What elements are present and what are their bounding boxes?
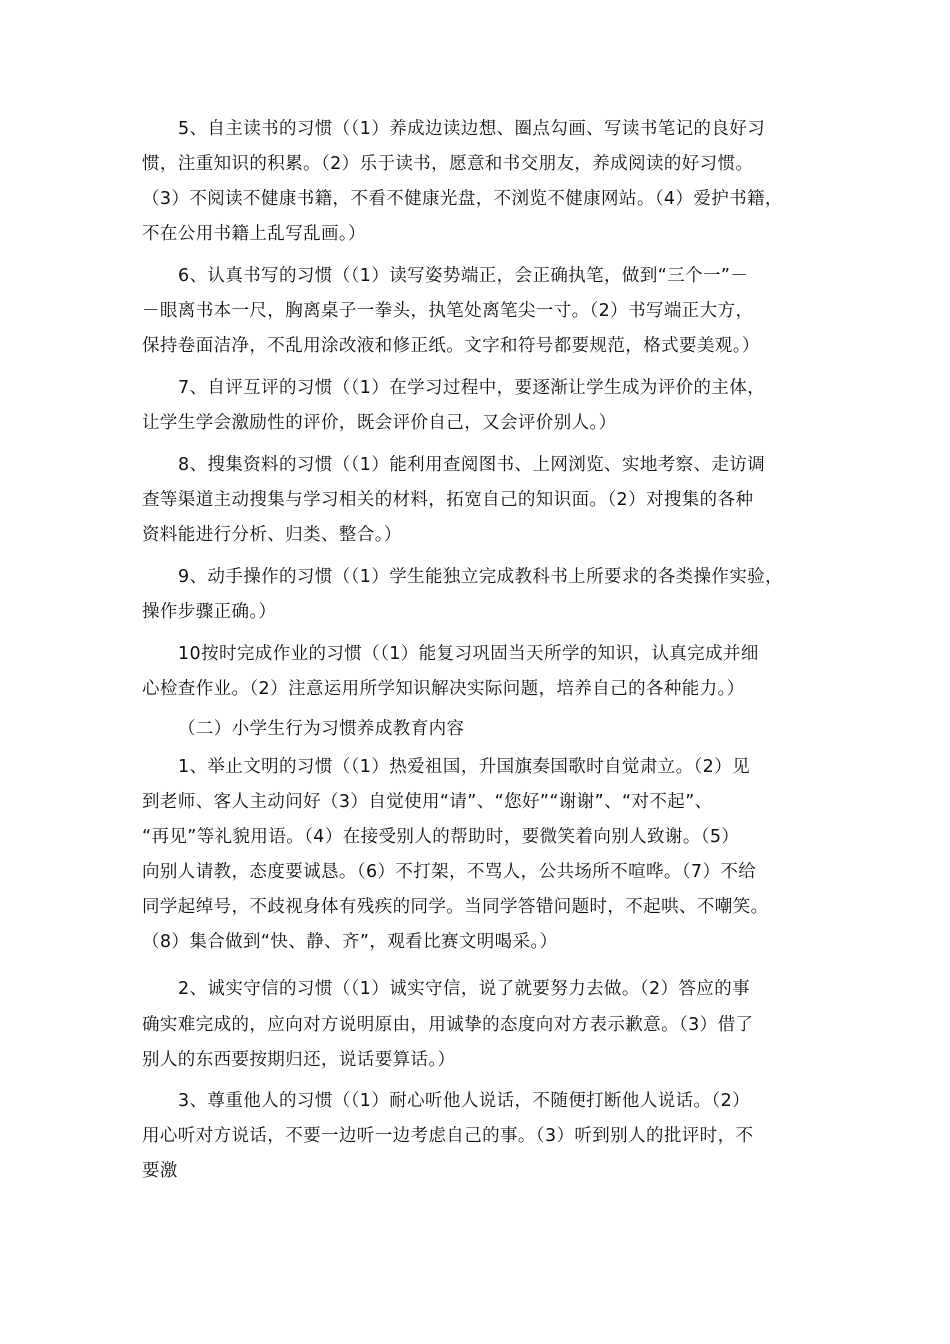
text-line: 让学生学会激励性的评价，既会评价自己，又会评价别人。） xyxy=(142,413,617,433)
text-line: 心检查作业。（2）注意运用所学知识解决实际问题，培养自己的各种能力。） xyxy=(142,679,745,699)
text-line: 7、自评互评的习惯（（1）在学习过程中，要逐渐让学生成为评价的主体， xyxy=(178,378,766,398)
section-heading: （二）小学生行为习惯养成教育内容 xyxy=(178,719,465,739)
text-line: 1、举止文明的习惯（（1）热爱祖国，升国旗奏国歌时自觉肃立。（2）见 xyxy=(178,757,750,777)
text-line: －眼离书本一尺，胸离桌子一拳头，执笔处离笔尖一寸。（2）书写端正大方， xyxy=(142,301,754,321)
text-line: 2、诚实守信的习惯（（1）诚实守信，说了就要努力去做。（2）答应的事 xyxy=(178,979,750,999)
text-line: 同学起绰号，不歧视身体有残疾的同学。当同学答错问题时，不起哄、不嘲笑。 xyxy=(142,897,769,917)
text-line: 用心听对方说话，不要一边听一边考虑自己的事。（3）听到别人的批评时，不 xyxy=(142,1126,754,1146)
text-line: （8）集合做到“快、静、齐”，观看比赛文明喝采。） xyxy=(142,932,558,952)
text-line: “再见”等礼貌用语。（4）在接受别人的帮助时，要微笑着向别人致谢。（5） xyxy=(142,827,740,847)
text-line: 操作步骤正确。） xyxy=(142,602,277,622)
text-line: 确实难完成的，应向对方说明原由，用诚挚的态度向对方表示歉意。（3）借了 xyxy=(142,1015,754,1035)
text-line: 惯，注重知识的积累。（2）乐于读书，愿意和书交朋友，养成阅读的好习惯。 xyxy=(142,154,754,174)
text-line: 资料能进行分析、归类、整合。） xyxy=(142,525,402,545)
text-line: 3、尊重他人的习惯（（1）耐心听他人说话，不随便打断他人说话。（2） xyxy=(178,1091,750,1111)
text-line: 10按时完成作业的习惯（（1）能复习巩固当天所学的知识，认真完成并细 xyxy=(178,644,759,664)
text-line: 查等渠道主动搜集与学习相关的材料，拓宽自己的知识面。（2）对搜集的各种 xyxy=(142,490,754,510)
text-line: （3）不阅读不健康书籍，不看不健康光盘，不浏览不健康网站。（4）爱护书籍， xyxy=(142,189,783,209)
text-line: 向别人请教，态度要诚恳。（6）不打架，不骂人，公共场所不喧哗。（7）不给 xyxy=(142,862,757,882)
text-line: 9、动手操作的习惯（（1）学生能独立完成教科书上所要求的各类操作实验， xyxy=(178,567,784,587)
text-line: 到老师、客人主动问好（3）自觉使用“请”、“您好”“谢谢”、“对不起”、 xyxy=(142,792,713,812)
text-line: 别人的东西要按期归还，说话要算话。） xyxy=(142,1050,456,1070)
text-line: 要激 xyxy=(142,1161,178,1181)
text-line: 保持卷面洁净，不乱用涂改液和修正纸。文字和符号都要规范，格式要美观。） xyxy=(142,336,760,356)
text-line: 5、自主读书的习惯（（1）养成边读边想、圈点勾画、写读书笔记的良好习 xyxy=(178,119,766,139)
text-line: 8、搜集资料的习惯（（1）能利用查阅图书、上网浏览、实地考察、走访调 xyxy=(178,455,766,475)
text-line: 不在公用书籍上乱写乱画。） xyxy=(142,224,366,244)
text-line: 6、认真书写的习惯（（1）读写姿势端正，会正确执笔，做到“三个一”－ xyxy=(178,266,749,286)
